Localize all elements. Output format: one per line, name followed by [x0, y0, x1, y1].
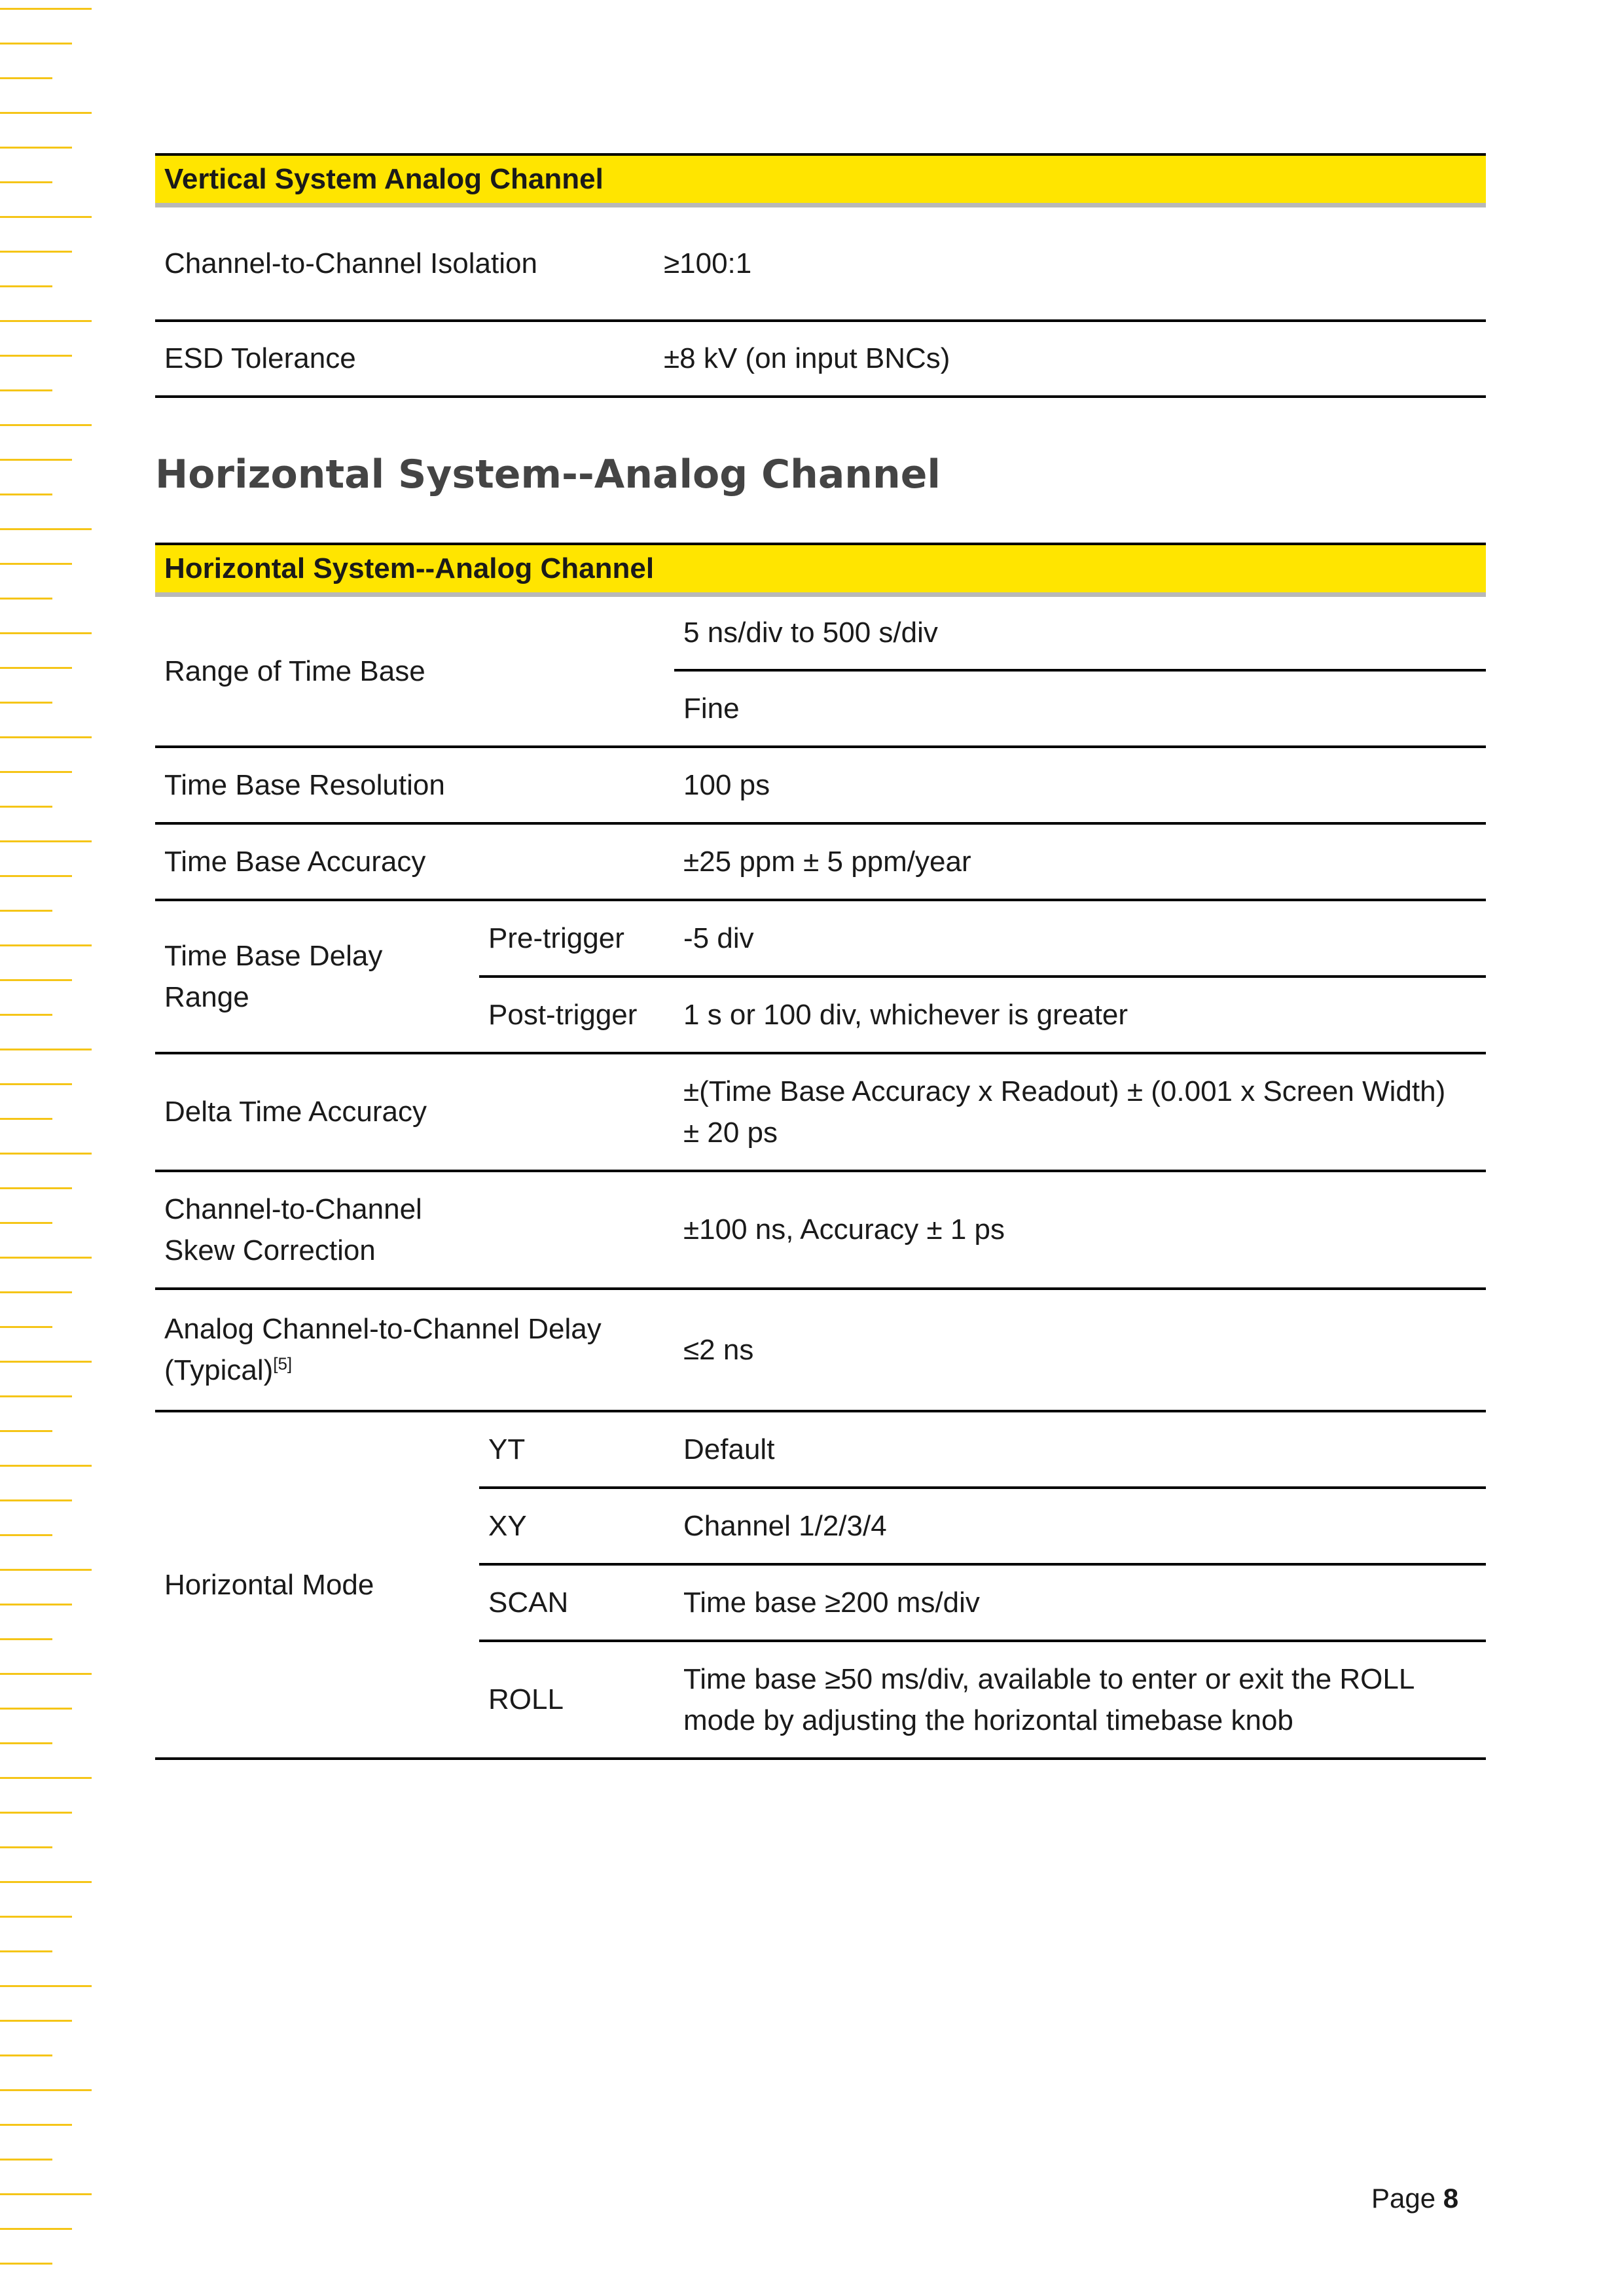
row-label: Horizontal Mode	[155, 1411, 479, 1759]
margin-line	[0, 285, 52, 287]
value-line: ±(Time Base Accuracy x Readout) ± (0.001 x Screen Width)	[683, 1075, 1446, 1107]
margin-line	[0, 1846, 52, 1848]
margin-line	[0, 147, 72, 149]
margin-line	[0, 1812, 72, 1814]
row-sublabel: SCAN	[479, 1564, 674, 1641]
value-line: ± 20 ps	[683, 1116, 778, 1149]
margin-line	[0, 563, 72, 565]
row-value: 100 ps	[674, 747, 1486, 823]
margin-line	[0, 632, 92, 634]
table-row	[155, 747, 1486, 823]
margin-line	[0, 43, 72, 45]
margin-line	[0, 181, 52, 183]
table-row	[155, 206, 1486, 321]
margin-line	[0, 1153, 92, 1155]
table-header: Horizontal System--Analog Channel	[155, 544, 1486, 595]
section-title: Horizontal System--Analog Channel	[155, 452, 941, 497]
margin-line	[0, 216, 92, 218]
margin-line	[0, 1257, 92, 1259]
margin-line	[0, 1187, 72, 1189]
row-sublabel: ROLL	[479, 1641, 674, 1759]
row-label: Time Base Resolution	[155, 747, 674, 823]
row-value: 5 ns/div to 500 s/div	[674, 595, 1486, 670]
margin-line	[0, 251, 72, 253]
row-value: Time base ≥200 ms/div	[674, 1564, 1486, 1641]
margin-line	[0, 1049, 92, 1050]
margin-line	[0, 1881, 92, 1883]
margin-line	[0, 1291, 72, 1293]
row-value: ±100 ns, Accuracy ± 1 ps	[674, 1171, 1486, 1289]
row-label: Time Base Delay Range	[155, 900, 479, 1053]
margin-line	[0, 1014, 52, 1016]
margin-line	[0, 1118, 52, 1120]
page-label: Page	[1371, 2183, 1436, 2214]
margin-line	[0, 840, 92, 842]
margin-line	[0, 1395, 72, 1397]
margin-line	[0, 355, 72, 357]
vertical-system-table	[155, 153, 1486, 398]
row-value: ±8 kV (on input BNCs)	[655, 321, 1486, 397]
table-row	[155, 1289, 1486, 1411]
margin-line	[0, 2228, 72, 2230]
margin-line	[0, 771, 72, 773]
page-number-value: 8	[1443, 2183, 1459, 2214]
row-value: ≤2 ns	[674, 1289, 1486, 1411]
margin-line	[0, 424, 92, 426]
margin-line	[0, 2263, 52, 2265]
row-label: Delta Time Accuracy	[155, 1053, 674, 1171]
margin-line	[0, 1083, 72, 1085]
table-row	[155, 900, 1486, 977]
margin-line	[0, 320, 92, 322]
table-header-row	[155, 154, 1486, 206]
margin-line	[0, 736, 92, 738]
label-line: Skew Correction	[164, 1234, 376, 1266]
row-value: Fine	[674, 670, 1486, 747]
table-row	[155, 1411, 1486, 1488]
margin-line	[0, 2089, 92, 2091]
row-sublabel: Post-trigger	[479, 977, 674, 1053]
margin-line	[0, 112, 92, 114]
margin-line	[0, 2020, 72, 2022]
row-value: ±25 ppm ± 5 ppm/year	[674, 823, 1486, 900]
margin-line	[0, 1534, 52, 1536]
row-value	[674, 1641, 1486, 1759]
margin-line	[0, 1361, 92, 1363]
margin-line	[0, 702, 52, 704]
margin-line	[0, 944, 92, 946]
row-value: Channel 1/2/3/4	[674, 1488, 1486, 1564]
margin-line	[0, 1950, 52, 1952]
margin-line	[0, 1638, 52, 1640]
table-header-row	[155, 544, 1486, 595]
margin-line	[0, 1499, 72, 1501]
value-line: Time base ≥50 ms/div, available to enter or exit the ROLL	[683, 1662, 1415, 1695]
margin-line	[0, 875, 72, 877]
margin-line	[0, 1916, 72, 1918]
margin-line	[0, 528, 92, 530]
table-row	[155, 1053, 1486, 1171]
label-text: (Typical)	[164, 1354, 274, 1386]
margin-line	[0, 1430, 52, 1432]
table-row	[155, 1171, 1486, 1289]
row-value: -5 div	[674, 900, 1486, 977]
row-sublabel: Pre-trigger	[479, 900, 674, 977]
margin-line	[0, 2159, 52, 2161]
row-value: Default	[674, 1411, 1486, 1488]
margin-line	[0, 389, 52, 391]
margin-line	[0, 493, 52, 495]
footnote-reference[interactable]: [5]	[273, 1354, 293, 1374]
margin-line	[0, 979, 72, 981]
margin-decoration	[0, 0, 92, 2296]
row-label: Channel-to-Channel Isolation	[155, 206, 655, 321]
row-value: 1 s or 100 div, whichever is greater	[674, 977, 1486, 1053]
margin-line	[0, 1569, 92, 1571]
margin-line	[0, 8, 92, 10]
value-line: mode by adjusting the horizontal timebase knob	[683, 1704, 1293, 1736]
table-header: Vertical System Analog Channel	[155, 154, 1486, 206]
table-row	[155, 595, 1486, 670]
row-label	[155, 1289, 674, 1411]
row-sublabel: XY	[479, 1488, 674, 1564]
row-value	[674, 1053, 1486, 1171]
margin-line	[0, 806, 52, 808]
margin-line	[0, 1326, 52, 1328]
row-label: Time Base Accuracy	[155, 823, 674, 900]
margin-line	[0, 598, 52, 600]
margin-line	[0, 2124, 72, 2126]
margin-line	[0, 910, 52, 912]
label-line	[164, 1350, 665, 1391]
margin-line	[0, 459, 72, 461]
margin-line	[0, 1777, 92, 1779]
margin-line	[0, 1465, 92, 1467]
margin-line	[0, 77, 52, 79]
row-sublabel: YT	[479, 1411, 674, 1488]
margin-line	[0, 2054, 52, 2056]
margin-line	[0, 1604, 72, 1605]
label-line: Analog Channel-to-Channel Delay	[164, 1313, 602, 1345]
row-value: ≥100:1	[655, 206, 1486, 321]
label-line: Channel-to-Channel	[164, 1193, 422, 1225]
page-number	[1371, 2183, 1458, 2214]
margin-line	[0, 1985, 92, 1987]
margin-line	[0, 1222, 52, 1224]
row-label: ESD Tolerance	[155, 321, 655, 397]
margin-line	[0, 1673, 92, 1675]
margin-line	[0, 667, 72, 669]
row-label: Range of Time Base	[155, 595, 674, 747]
margin-line	[0, 1708, 72, 1710]
margin-line	[0, 2193, 92, 2195]
row-label	[155, 1171, 674, 1289]
table-row	[155, 823, 1486, 900]
table-row	[155, 321, 1486, 397]
margin-line	[0, 1742, 52, 1744]
horizontal-system-table	[155, 543, 1486, 1760]
